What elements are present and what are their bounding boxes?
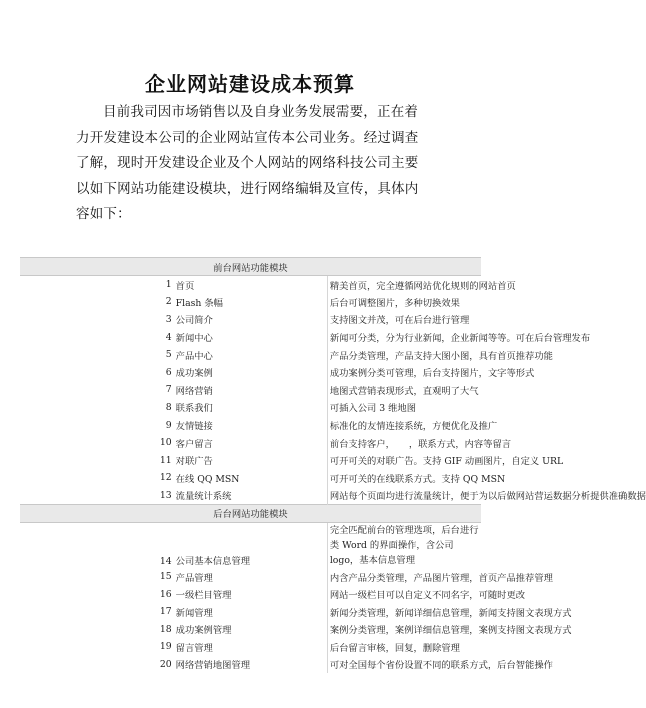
module-name: 公司基本信息管理: [174, 522, 328, 568]
table-row: [20, 469, 481, 487]
table-row: [20, 451, 481, 469]
module-description: 精美首页，完全遵循网站优化规则的网站首页: [329, 280, 516, 292]
module-description: 网站每个页面均进行流量统计，便于为以后做网站营运数据分析提供准确数据: [329, 491, 646, 503]
module-name: 产品管理: [174, 568, 328, 586]
module-description: 后台留言审核，回复，删除管理: [329, 642, 460, 654]
table-row: [20, 603, 481, 621]
module-description: 新闻可分类，分为行业新闻，企业新闻等等。可在后台管理发布: [329, 333, 591, 345]
function-module-table: [20, 257, 646, 673]
table-row: [20, 568, 481, 586]
module-name: 成功案例: [174, 363, 328, 381]
row-number: 14: [159, 555, 172, 567]
table-row: [20, 638, 481, 656]
module-name: 成功案例管理: [174, 621, 328, 639]
module-description: 可开可关的对联广告。支持 GIF 动画图片，自定义 URL: [329, 456, 564, 468]
table-row: [20, 363, 481, 381]
intro-line-text: 了解，现时开发建设企业及个人网站的网络科技公司主要: [76, 155, 419, 171]
intro-line: [76, 151, 426, 177]
module-name: 网络营销: [174, 381, 328, 399]
module-name: 联系我们: [174, 399, 328, 417]
table-row: [20, 399, 481, 417]
row-number: 4: [165, 331, 172, 343]
module-description: 地图式营销表现形式，直观明了大气: [329, 385, 479, 397]
module-name: 新闻中心: [174, 328, 328, 346]
module-description: 案例分类管理，案例详细信息管理，案例支持图文表现方式: [329, 625, 572, 637]
row-number: 13: [159, 489, 172, 501]
table-row: [20, 311, 481, 329]
intro-line-text: 以如下网站功能建设模块，进行网络编辑及宣传，具体内: [76, 180, 419, 197]
module-description: 前台支持客户， ，联系方式，内容等留言: [329, 438, 512, 450]
intro-line: [76, 177, 426, 203]
table-row: [20, 346, 481, 364]
row-number: 1: [165, 279, 172, 291]
table-row: [20, 434, 481, 452]
table-row: [20, 416, 481, 434]
module-name: 产品中心: [174, 346, 328, 364]
section-header: 前台网站功能模块: [20, 258, 481, 276]
module-name: 在线 QQ MSN: [174, 469, 328, 487]
module-description: 可对全国每个省份设置不同的联系方式，后台智能操作: [329, 660, 553, 672]
module-name: 留言管理: [174, 638, 328, 656]
row-number: 5: [165, 349, 172, 361]
module-description: 后台可调整图片，多种切换效果: [329, 297, 460, 309]
row-number: 3: [165, 313, 172, 325]
module-name: 新闻管理: [174, 603, 328, 621]
intro-line-text: 力开发建设本公司的企业网站宣传本公司业务。经过调查: [76, 129, 419, 146]
row-number: 10: [159, 437, 172, 449]
section-header: 后台网站功能模块: [20, 504, 481, 522]
module-description: 网站一级栏目可以自定义不同名字，可随时更改: [329, 590, 526, 602]
module-name: 友情链接: [174, 416, 328, 434]
row-number: 11: [159, 454, 172, 466]
table-row: [20, 585, 481, 603]
module-description: 内含产品分类管理，产品图片管理，首页产品推荐管理: [329, 572, 553, 584]
table-row: [20, 621, 481, 639]
table-row: [20, 522, 481, 568]
module-name: 首页: [174, 276, 328, 294]
module-description: 成功案例分类可管理，后台支持图片，文字等形式: [329, 368, 535, 380]
intro-line: [76, 100, 426, 126]
module-description: 标准化的友情连接系统，方便优化及推广: [329, 421, 498, 433]
row-number: 18: [159, 623, 172, 635]
table-row: [20, 381, 481, 399]
section-header-row: [20, 504, 481, 522]
module-name: 对联广告: [174, 451, 328, 469]
table-row: [20, 487, 481, 505]
table-row: [20, 293, 481, 311]
row-number: 2: [165, 296, 172, 308]
module-name: Flash 条幅: [174, 293, 328, 311]
intro-line: [76, 126, 426, 152]
row-number: 9: [165, 419, 172, 431]
module-description: 产品分类管理，产品支持大图小图，具有首页推荐功能: [329, 350, 553, 362]
module-name: 客户留言: [174, 434, 328, 452]
module-description: 新闻分类管理，新闻详细信息管理，新闻支持图文表现方式: [329, 607, 572, 619]
row-number: 15: [159, 571, 172, 583]
module-description: 可插入公司 3 维地图: [329, 403, 417, 415]
row-number: 17: [159, 606, 172, 618]
row-number: 6: [165, 366, 172, 378]
row-number: 16: [159, 588, 172, 600]
module-name: 网络营销地图管理: [174, 656, 328, 674]
row-number: 12: [159, 472, 172, 484]
intro-line: [76, 202, 426, 228]
module-name: 流量统计系统: [174, 487, 328, 505]
intro-line-text: 目前我司因市场销售以及自身业务发展需要，正在着: [103, 104, 419, 120]
row-number: 7: [165, 384, 172, 396]
table-row: [20, 276, 481, 294]
row-number: 8: [165, 401, 172, 413]
module-name: 一级栏目管理: [174, 585, 328, 603]
row-number: 20: [159, 658, 172, 670]
section-header-row: [20, 258, 481, 276]
module-description: 支持图文并茂，可在后台进行管理: [329, 315, 470, 327]
table-row: [20, 656, 481, 674]
document-title: 企业网站建设成本预算: [145, 72, 355, 96]
row-number: 19: [159, 641, 172, 653]
intro-line-text: 容如下：: [76, 206, 131, 222]
module-description: 可开可关的在线联系方式。支持 QQ MSN: [329, 473, 506, 485]
module-name: 公司简介: [174, 311, 328, 329]
table-row: [20, 328, 481, 346]
module-description: 完全匹配前台的管理选项，后台进行类 Word 的界面操作，含公司 logo，基本信息管理: [329, 524, 479, 566]
intro-paragraph: [76, 100, 426, 228]
